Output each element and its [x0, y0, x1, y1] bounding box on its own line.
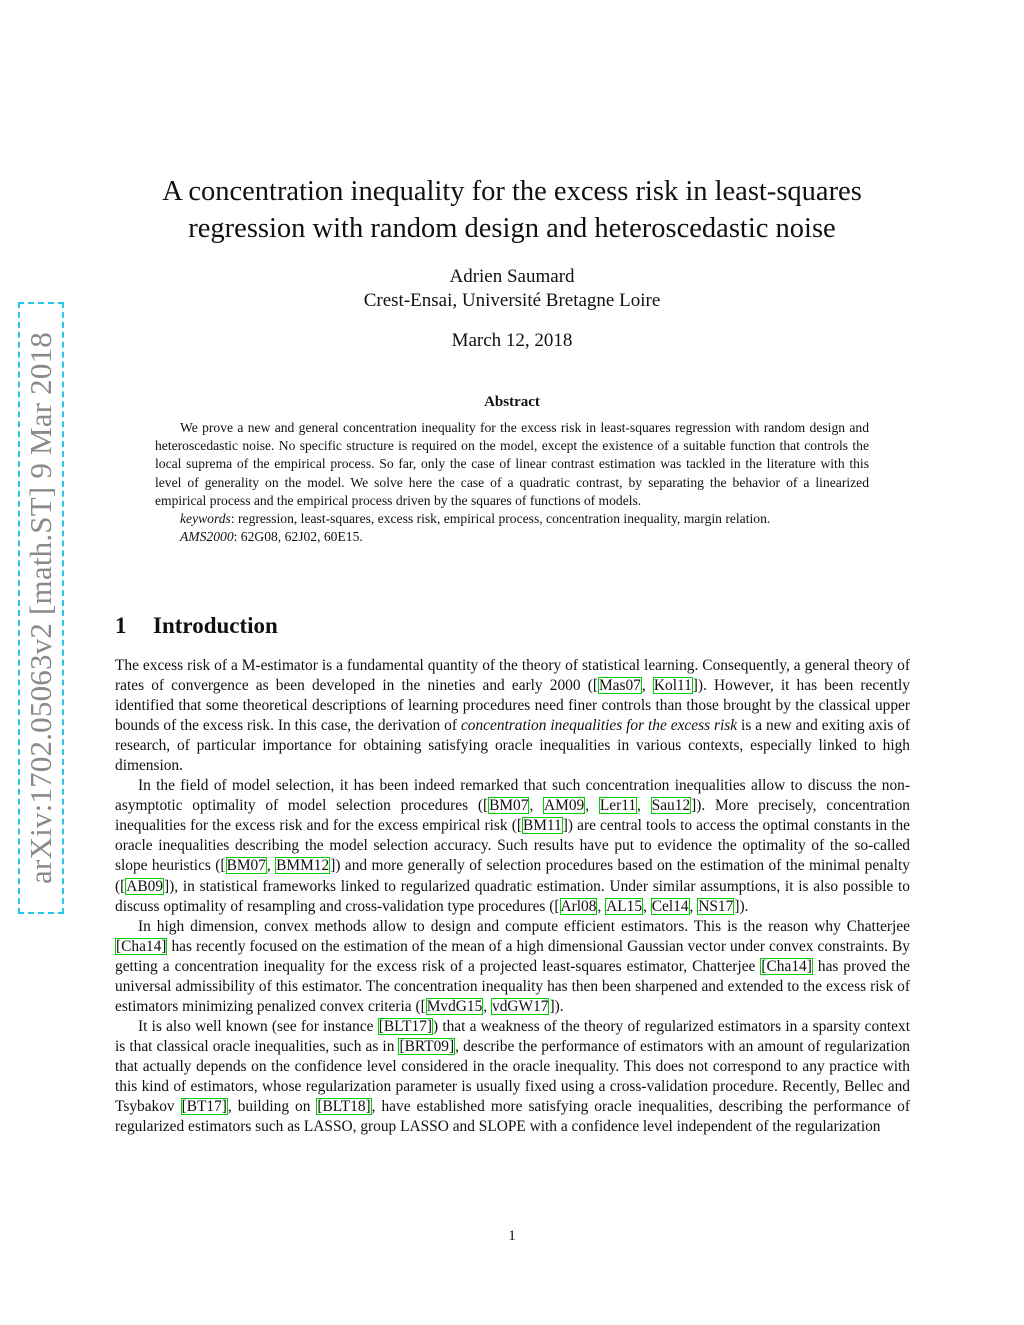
citation-link[interactable]: Ler11	[599, 797, 637, 815]
section-number: 1	[115, 613, 127, 638]
citation-link[interactable]: vdGW17	[492, 997, 549, 1015]
citation-link[interactable]: Arl08	[560, 897, 597, 915]
citation-link[interactable]: [BLT17]	[378, 1017, 432, 1035]
introduction-body	[115, 656, 910, 1137]
citation-link[interactable]: [Cha14]	[116, 937, 167, 955]
paragraph	[115, 1017, 910, 1137]
author-name: Adrien Saumard	[449, 266, 575, 287]
arxiv-sidebar-stamp	[18, 302, 64, 914]
text-run: has recently focused on the estimation of the mean of a high dimensional Gaussian vector under convex constraints. By getting a concentration inequality for the excess risk of a projected least-squares estimator, Chatterjee	[115, 937, 910, 975]
author-affiliation: Crest-Ensai, Université Bretagne Loire	[363, 290, 661, 311]
text-run: , have established more satisfying oracle inequalities, describing the performance of regularized estimators such as LASSO, group LASSO and SLOPE with a confidence level independent of the regularization	[115, 1098, 910, 1136]
abstract-body: We prove a new and general concentration inequality for the excess risk in least-squares regression with random design and heteroscedastic noise. No specific structure is required on the model, except the existence of a suitable function that controls the local suprema of the empirical process. So far, only the case of linear contrast estimation was tackled in the literature with this level of generality on the model. We solve here the case of a quadratic contrast, by separating the behavior of a linearized empirical process and the empirical process driven by the squares of functions of models.	[155, 420, 869, 508]
citation-link[interactable]: Mas07	[598, 677, 641, 695]
text-run: ,	[483, 997, 491, 1015]
paragraph	[115, 656, 910, 776]
abstract-ams-classes	[155, 528, 869, 546]
text-run: The excess risk of a M-estimator is a fundamental quantity of the theory of statistical learning. Consequently, a general theory of rates of convergence as been developed in the nineties and early 2000 ([	[115, 657, 910, 695]
abstract-block	[155, 419, 869, 546]
text-run: ,	[689, 897, 698, 915]
paragraph	[115, 917, 910, 1017]
text-run: ]) are central tools to access the optimal constants in the oracle inequalities describing the model selection accuracy. Such results have put to evidence the optimality of the so-called slope heuristics ([	[115, 817, 910, 875]
citation-link[interactable]: Sau12	[651, 797, 691, 815]
citation-link[interactable]: BMM12	[276, 857, 330, 875]
citation-link[interactable]: BM07	[489, 797, 529, 815]
text-run: ,	[641, 677, 653, 695]
text-run: ,	[597, 897, 606, 915]
text-run: ,	[266, 857, 276, 875]
emphasis-text: concentration inequalities for the excess risk	[460, 717, 738, 735]
text-run: ) that a weakness of the theory of regularized estimators in a sparsity context is that classical oracle inequalities, such as in	[115, 1017, 910, 1055]
citation-link[interactable]: BM07	[226, 857, 266, 875]
citation-link[interactable]: Cel14	[651, 897, 689, 915]
citation-link[interactable]: AM09	[544, 797, 585, 815]
section-heading	[115, 613, 278, 639]
text-run: ]).	[734, 897, 749, 915]
citation-link[interactable]: NS17	[698, 897, 734, 915]
citation-link[interactable]: AL15	[606, 897, 643, 915]
publication-date: March 12, 2018	[451, 330, 573, 351]
text-run: ]).	[549, 997, 564, 1015]
arxiv-identifier: arXiv:1702.05063v2 [math.ST] 9 Mar 2018	[23, 332, 58, 884]
text-run: is a new and exiting axis of research, of particular importance for obtaining satisfying oracle inequalities in various contexts, especially linked to high dimension.	[115, 717, 911, 775]
citation-link[interactable]: MvdG15	[426, 997, 483, 1015]
citation-link[interactable]: BM11	[522, 817, 562, 835]
text-run: , building on	[227, 1098, 317, 1116]
paper-title-line-1: A concentration inequality for the excess risk in least-squares	[162, 176, 862, 207]
citation-link[interactable]: [Cha14]	[761, 957, 812, 975]
abstract-heading: Abstract	[484, 394, 540, 410]
ams-list: : 62G08, 62J02, 60E15.	[233, 529, 363, 545]
text-run: ,	[643, 897, 651, 915]
ams-label: AMS2000	[180, 529, 234, 545]
text-run: ]) and more generally of selection procedures based on the estimation of the minimal penalty ([	[115, 857, 910, 895]
text-run: In the field of model selection, it has been indeed remarked that such concentration inequalities allow to discuss the non-asymptotic optimality of model selection procedures ([	[115, 777, 910, 815]
page-number: 1	[508, 1228, 516, 1244]
text-run: ,	[585, 797, 599, 815]
text-run: ,	[637, 797, 651, 815]
text-run: ,	[529, 797, 544, 815]
keywords-list: : regression, least-squares, excess risk, empirical process, concentration inequality, margin relation.	[230, 511, 771, 527]
paragraph	[115, 776, 910, 916]
text-run: ]). More precisely, concentration inequalities for the excess risk and for the excess empirical risk ([	[115, 797, 910, 835]
text-run: has proved the universal admissibility of this estimator. The concentration inequality has then been sharpened and extended to the excess risk of estimators minimizing penalized convex criteria ([	[115, 957, 910, 1015]
citation-link[interactable]: Kol11	[653, 677, 692, 695]
citation-link[interactable]: [BLT18]	[317, 1098, 371, 1116]
keywords-label: keywords	[180, 511, 231, 527]
paper-title-line-2: regression with random design and heteroscedastic noise	[188, 213, 836, 244]
citation-link[interactable]: AB09	[126, 877, 164, 895]
citation-link[interactable]: [BT17]	[181, 1098, 227, 1116]
text-run: ]). However, it has been recently identified that some theoretical descriptions of learning procedures need finer controls than those brought by the classical upper bounds of the excess risk. In this case, the derivation of	[115, 677, 910, 735]
text-run: , describe the performance of estimators with an amount of regularization that actually depends on the confidence level considered in the oracle inequality. This does not correspond to any practice with this kind of estimators, whose regularization parameter is usually fixed using a cross-validation procedure. Recently, Bellec and Tsybakov	[115, 1037, 910, 1116]
text-run: ]), in statistical frameworks linked to regularized quadratic estimation. Under similar assumptions, it is also possible to discuss optimality of resampling and cross-validation type procedures ([	[115, 877, 910, 915]
text-run: It is also well known (see for instance	[138, 1017, 378, 1035]
citation-link[interactable]: [BRT09]	[399, 1037, 455, 1055]
section-title: Introduction	[153, 613, 278, 638]
text-run: In high dimension, convex methods allow to design and compute efficient estimators. This is the reason why Chatterjee	[138, 917, 910, 935]
paper-title	[100, 173, 924, 247]
abstract-keywords	[155, 510, 869, 528]
